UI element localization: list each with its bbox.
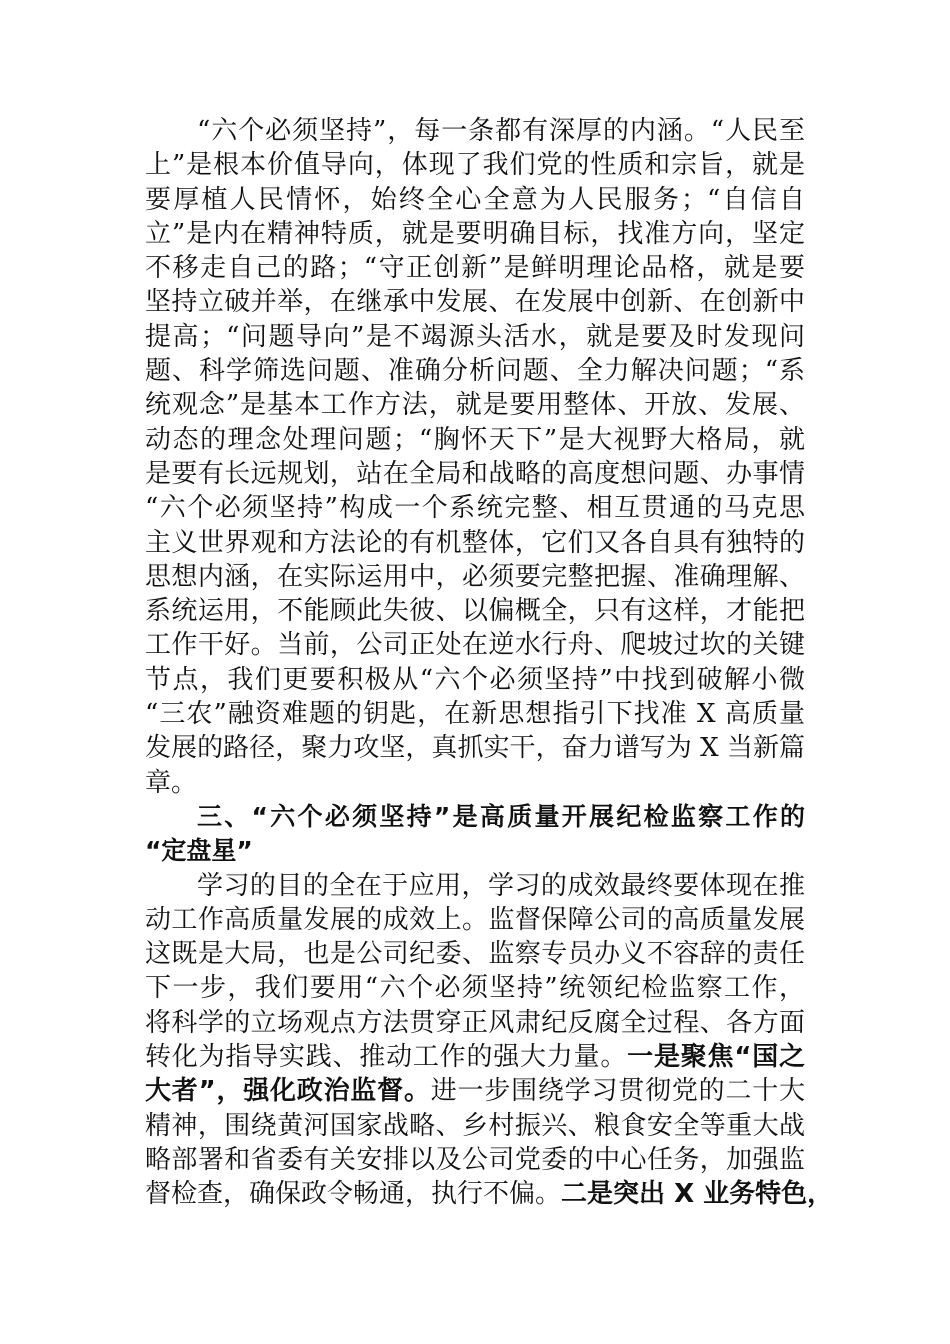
text-line: 将科学的立场观点方法贯穿正风肃纪反腐全过程、各方面 (145, 1007, 805, 1038)
text-bold: 大者”，强化政治监督。 (145, 1076, 431, 1107)
paragraph-discipline-work (145, 869, 834, 1212)
text-line: 动工作高质量发展的成效上。监督保障公司的高质量发展 (145, 904, 805, 935)
text-line: 思想内涵，在实际运用中，必须要完整把握、准确理解、 (145, 561, 805, 592)
text-line: 上”是根本价值导向，体现了我们党的性质和宗旨，就是 (145, 150, 805, 181)
text-normal: 转化为指导实践、推动工作的强大力量。 (145, 1042, 628, 1073)
text-line: 题、科学筛选问题、准确分析问题、全力解决问题；“系 (145, 356, 805, 387)
text-line: 坚持立破并举，在继承中发展、在发展中创新、在创新中 (145, 287, 805, 318)
text-line: 章。 (145, 767, 198, 798)
text-line (145, 1040, 805, 1074)
text-line: 学习的目的全在于应用，学习的成效最终要体现在推 (197, 870, 805, 901)
text-line: “六个必须坚持”构成一个系统完整、相互贯通的马克思 (145, 493, 805, 524)
paragraph-six-principles (145, 114, 805, 800)
text-line: 是要有长远规划，站在全局和战略的高度想问题、办事情 (145, 458, 805, 489)
text-line: 系统运用，不能顾此失彼、以偏概全，只有这样，才能把 (145, 596, 805, 627)
heading-line: 三、“六个必须坚持”是高质量开展纪检监察工作的 (197, 801, 805, 831)
text-line (145, 1074, 805, 1108)
text-line: 略部署和省委有关安排以及公司党委的中心任务，加强监 (145, 1144, 805, 1175)
text-line: “六个必须坚持”，每一条都有深厚的内涵。“人民至 (197, 116, 805, 146)
text-line: 节点，我们更要积极从“六个必须坚持”中找到破解小微 (145, 664, 805, 695)
text-bold: 一是聚焦“国之 (627, 1042, 805, 1073)
text-line: 立”是内在精神特质，就是要明确目标，找准方向，坚定 (145, 218, 805, 249)
text-line: 提高；“问题导向”是不竭源头活水，就是要及时发现问 (145, 321, 805, 352)
text-line: 不移走自己的路；“守正创新”是鲜明理论品格，就是要 (145, 253, 805, 284)
text-line: 主义世界观和方法论的有机整体，它们又各自具有独特的 (145, 527, 805, 558)
text-normal: 进一步围绕学习贯彻党的二十大 (430, 1076, 805, 1107)
text-line: “三农”融资难题的钥匙，在新思想指引下找准 X 高质量 (145, 699, 805, 730)
text-line: 要厚植人民情怀，始终全心全意为人民服务；“自信自 (145, 184, 805, 215)
text-line: 统观念”是基本工作方法，就是要用整体、开放、发展、 (145, 390, 805, 421)
text-line: 工作干好。当前，公司正处在逆水行舟、爬坡过坎的关键 (145, 630, 805, 661)
text-line: 动态的理念处理问题；“胸怀天下”是大视野大格局，就 (145, 424, 805, 455)
text-normal: 督检查，确保政令畅通，执行不偏。 (145, 1179, 562, 1210)
text-bold: 二是突出 X 业务特色， (561, 1179, 834, 1210)
heading-line: “定盘星” (145, 836, 253, 866)
text-line: 这既是大局，也是公司纪委、监察专员办义不容辞的责任 (145, 939, 805, 970)
text-line: 下一步，我们要用“六个必须坚持”统领纪检监察工作， (145, 973, 805, 1004)
text-line: 发展的路径，聚力攻坚，真抓实干，奋力谱写为 X 当新篇 (145, 733, 805, 764)
text-line: 精神，围绕黄河国家战略、乡村振兴、粮食安全等重大战 (145, 1110, 805, 1141)
document-page (145, 114, 834, 1212)
text-line (145, 1177, 834, 1211)
section-heading (145, 800, 805, 869)
